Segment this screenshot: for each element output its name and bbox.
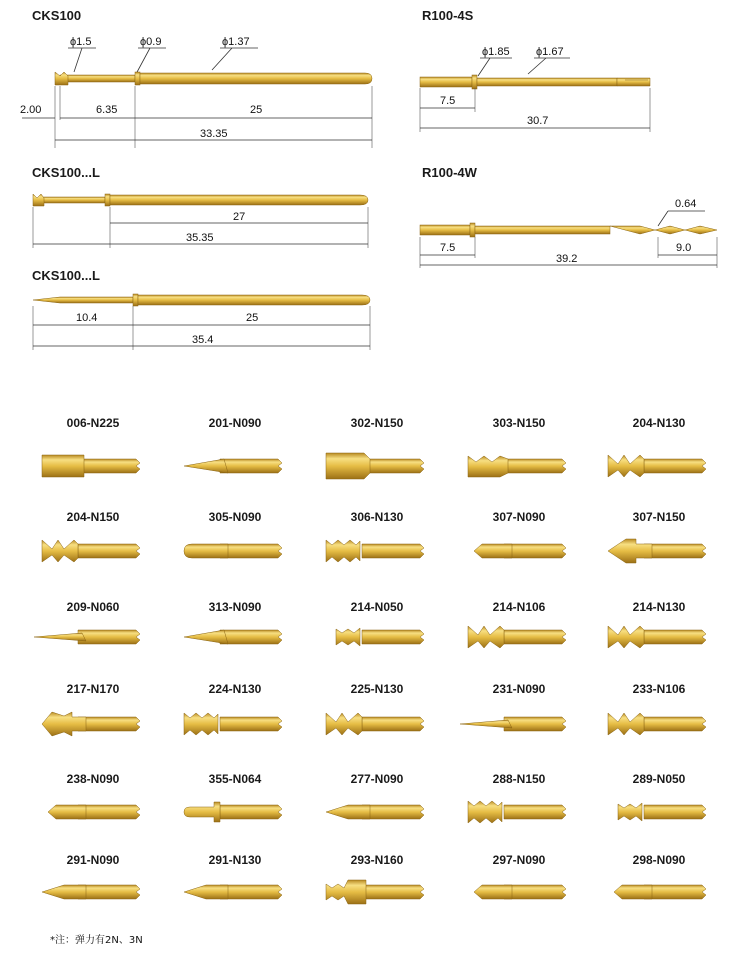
probe-plunger [60,75,135,82]
tip-item [42,510,140,562]
flat-head [617,78,650,86]
tip-code: 204-N150 [66,510,120,524]
tip-shape [608,626,706,648]
tip-shape [184,544,282,558]
dim-total: 35.4 [192,334,214,346]
tip-item [474,510,566,558]
tip-shape [468,626,566,648]
probe-shaft [477,78,617,86]
tip-item [184,772,282,822]
tip-item [184,416,282,473]
dim-l1: 27 [233,211,246,223]
tip-code: 303-N150 [492,416,546,430]
dim-d1: ϕ1.85 [482,46,510,58]
tip-item [326,853,424,904]
tip-item [608,600,706,648]
dim-d2: ϕ1.67 [536,46,564,58]
tip-item [184,853,282,899]
tip-code: 209-N060 [66,600,120,614]
probe-ring [470,223,475,237]
tip-item [468,416,566,477]
tip-item [42,682,140,736]
tip-code: 214-N050 [350,600,404,614]
tip-code: 204-N130 [632,416,686,430]
dim-l2: 9.0 [676,242,692,254]
tip-code: 313-N090 [208,600,262,614]
tip-shape [326,713,424,735]
probe-ring [135,72,140,85]
tip-code: 231-N090 [492,682,546,696]
probe-ring [472,75,477,89]
tip-shape [460,717,566,731]
tip-code: 306-N130 [350,510,404,524]
probe-cks100-l [32,165,368,248]
tip-item [336,600,424,646]
tip-code: 233-N106 [632,682,686,696]
tip-item [460,682,566,731]
tip-item [42,853,140,899]
tip-code: 297-N090 [492,853,546,867]
tip-shape [326,880,424,904]
tip-shape [468,456,566,477]
twist-head [610,226,717,234]
probe-cks100-l-needle [32,268,370,350]
footnote: *注：弹力有2N、3N [50,935,143,946]
probe-title: R100-4W [422,165,477,180]
probe-title: R100-4S [422,8,474,23]
tip-item [326,416,424,479]
tip-code: 288-N150 [492,772,546,786]
probe-title: CKS100 [32,8,82,23]
tip-shape [184,713,282,735]
tip-item [326,772,424,819]
tip-code: 214-N130 [632,600,686,614]
dim-l1: 7.5 [440,242,456,254]
tip-shape [42,455,140,477]
probe-plunger [40,197,105,203]
probe-title: CKS100...L [32,165,100,180]
dim-d3: ϕ1.37 [222,36,250,48]
tip-code: 355-N064 [208,772,262,786]
dim-l1: 7.5 [440,95,456,107]
tip-shape [618,803,706,821]
tip-shape [326,453,424,479]
needle-head [33,297,133,303]
probe-title: CKS100...L [32,268,100,283]
tip-item [34,600,140,644]
dim-total: 35.35 [186,232,214,244]
tip-shape [468,801,566,823]
tip-shape [326,540,424,562]
tip-item [468,600,566,648]
tip-code: 291-N130 [208,853,262,867]
tip-item [184,600,282,644]
dim-total: 39.2 [556,253,578,265]
probe-barrel [138,295,370,305]
tip-item [326,682,424,735]
tip-shape [326,805,424,819]
tip-shape [608,455,706,477]
tip-shape [184,885,282,899]
probe-r100-4w [420,165,717,268]
dim-l1: 2.00 [20,104,42,116]
dim-d1: 0.64 [675,198,697,210]
tip-code: 238-N090 [66,772,120,786]
dim-l2: 25 [246,312,259,324]
tip-shape [184,802,282,822]
tip-shape [42,540,140,562]
tip-item [468,772,566,823]
tip-item [608,416,706,477]
tip-shape [184,630,282,644]
tip-item [474,853,566,899]
tip-code: 225-N130 [350,682,404,696]
probe-barrel [140,73,372,84]
tip-code: 277-N090 [350,772,404,786]
tip-item [608,510,706,563]
probe-ring [133,294,138,306]
tip-item [184,510,282,558]
tip-shape [48,805,140,819]
tip-code: 307-N150 [632,510,686,524]
tip-item [326,510,424,562]
tip-item [618,772,706,821]
tip-code: 302-N150 [350,416,404,430]
dim-d2: ϕ0.9 [140,36,162,48]
dim-d1: ϕ1.5 [70,36,92,48]
tip-code: 289-N050 [632,772,686,786]
tip-shape [336,628,424,646]
tip-shape [608,713,706,735]
tip-item [184,682,282,735]
tip-shape [614,885,706,899]
crown-head [55,72,68,85]
probe-barrel [420,77,472,87]
probe-r100-4s [420,8,650,132]
tip-item [614,853,706,899]
tip-shape [474,544,566,558]
dim-l2: 6.35 [96,104,118,116]
tip-code: 224-N130 [208,682,262,696]
probe-barrel [110,195,368,205]
tip-grid [34,416,706,904]
probe-shaft [475,226,610,234]
tip-code: 293-N160 [350,853,404,867]
tip-item [48,772,140,819]
crown-head [33,194,44,206]
dim-total: 30.7 [527,115,549,127]
tip-shape [42,885,140,899]
tip-code: 201-N090 [208,416,262,430]
probe-barrel [420,225,470,235]
tip-code: 305-N090 [208,510,262,524]
tip-code: 291-N090 [66,853,120,867]
dim-total: 33.35 [200,128,228,140]
tip-code: 298-N090 [632,853,686,867]
tip-code: 307-N090 [492,510,546,524]
tip-shape [42,712,140,736]
tip-shape [184,459,282,473]
dim-l3: 25 [250,104,263,116]
tip-code: 006-N225 [66,416,120,430]
tip-item [42,416,140,477]
tip-shape [474,885,566,899]
tip-item [608,682,706,735]
tip-shape [608,539,706,563]
tip-code: 217-N170 [66,682,120,696]
probe-ring [105,194,110,206]
probe-cks100 [20,8,372,148]
dim-l1: 10.4 [76,312,98,324]
tip-code: 214-N106 [492,600,546,614]
tip-shape [34,630,140,644]
